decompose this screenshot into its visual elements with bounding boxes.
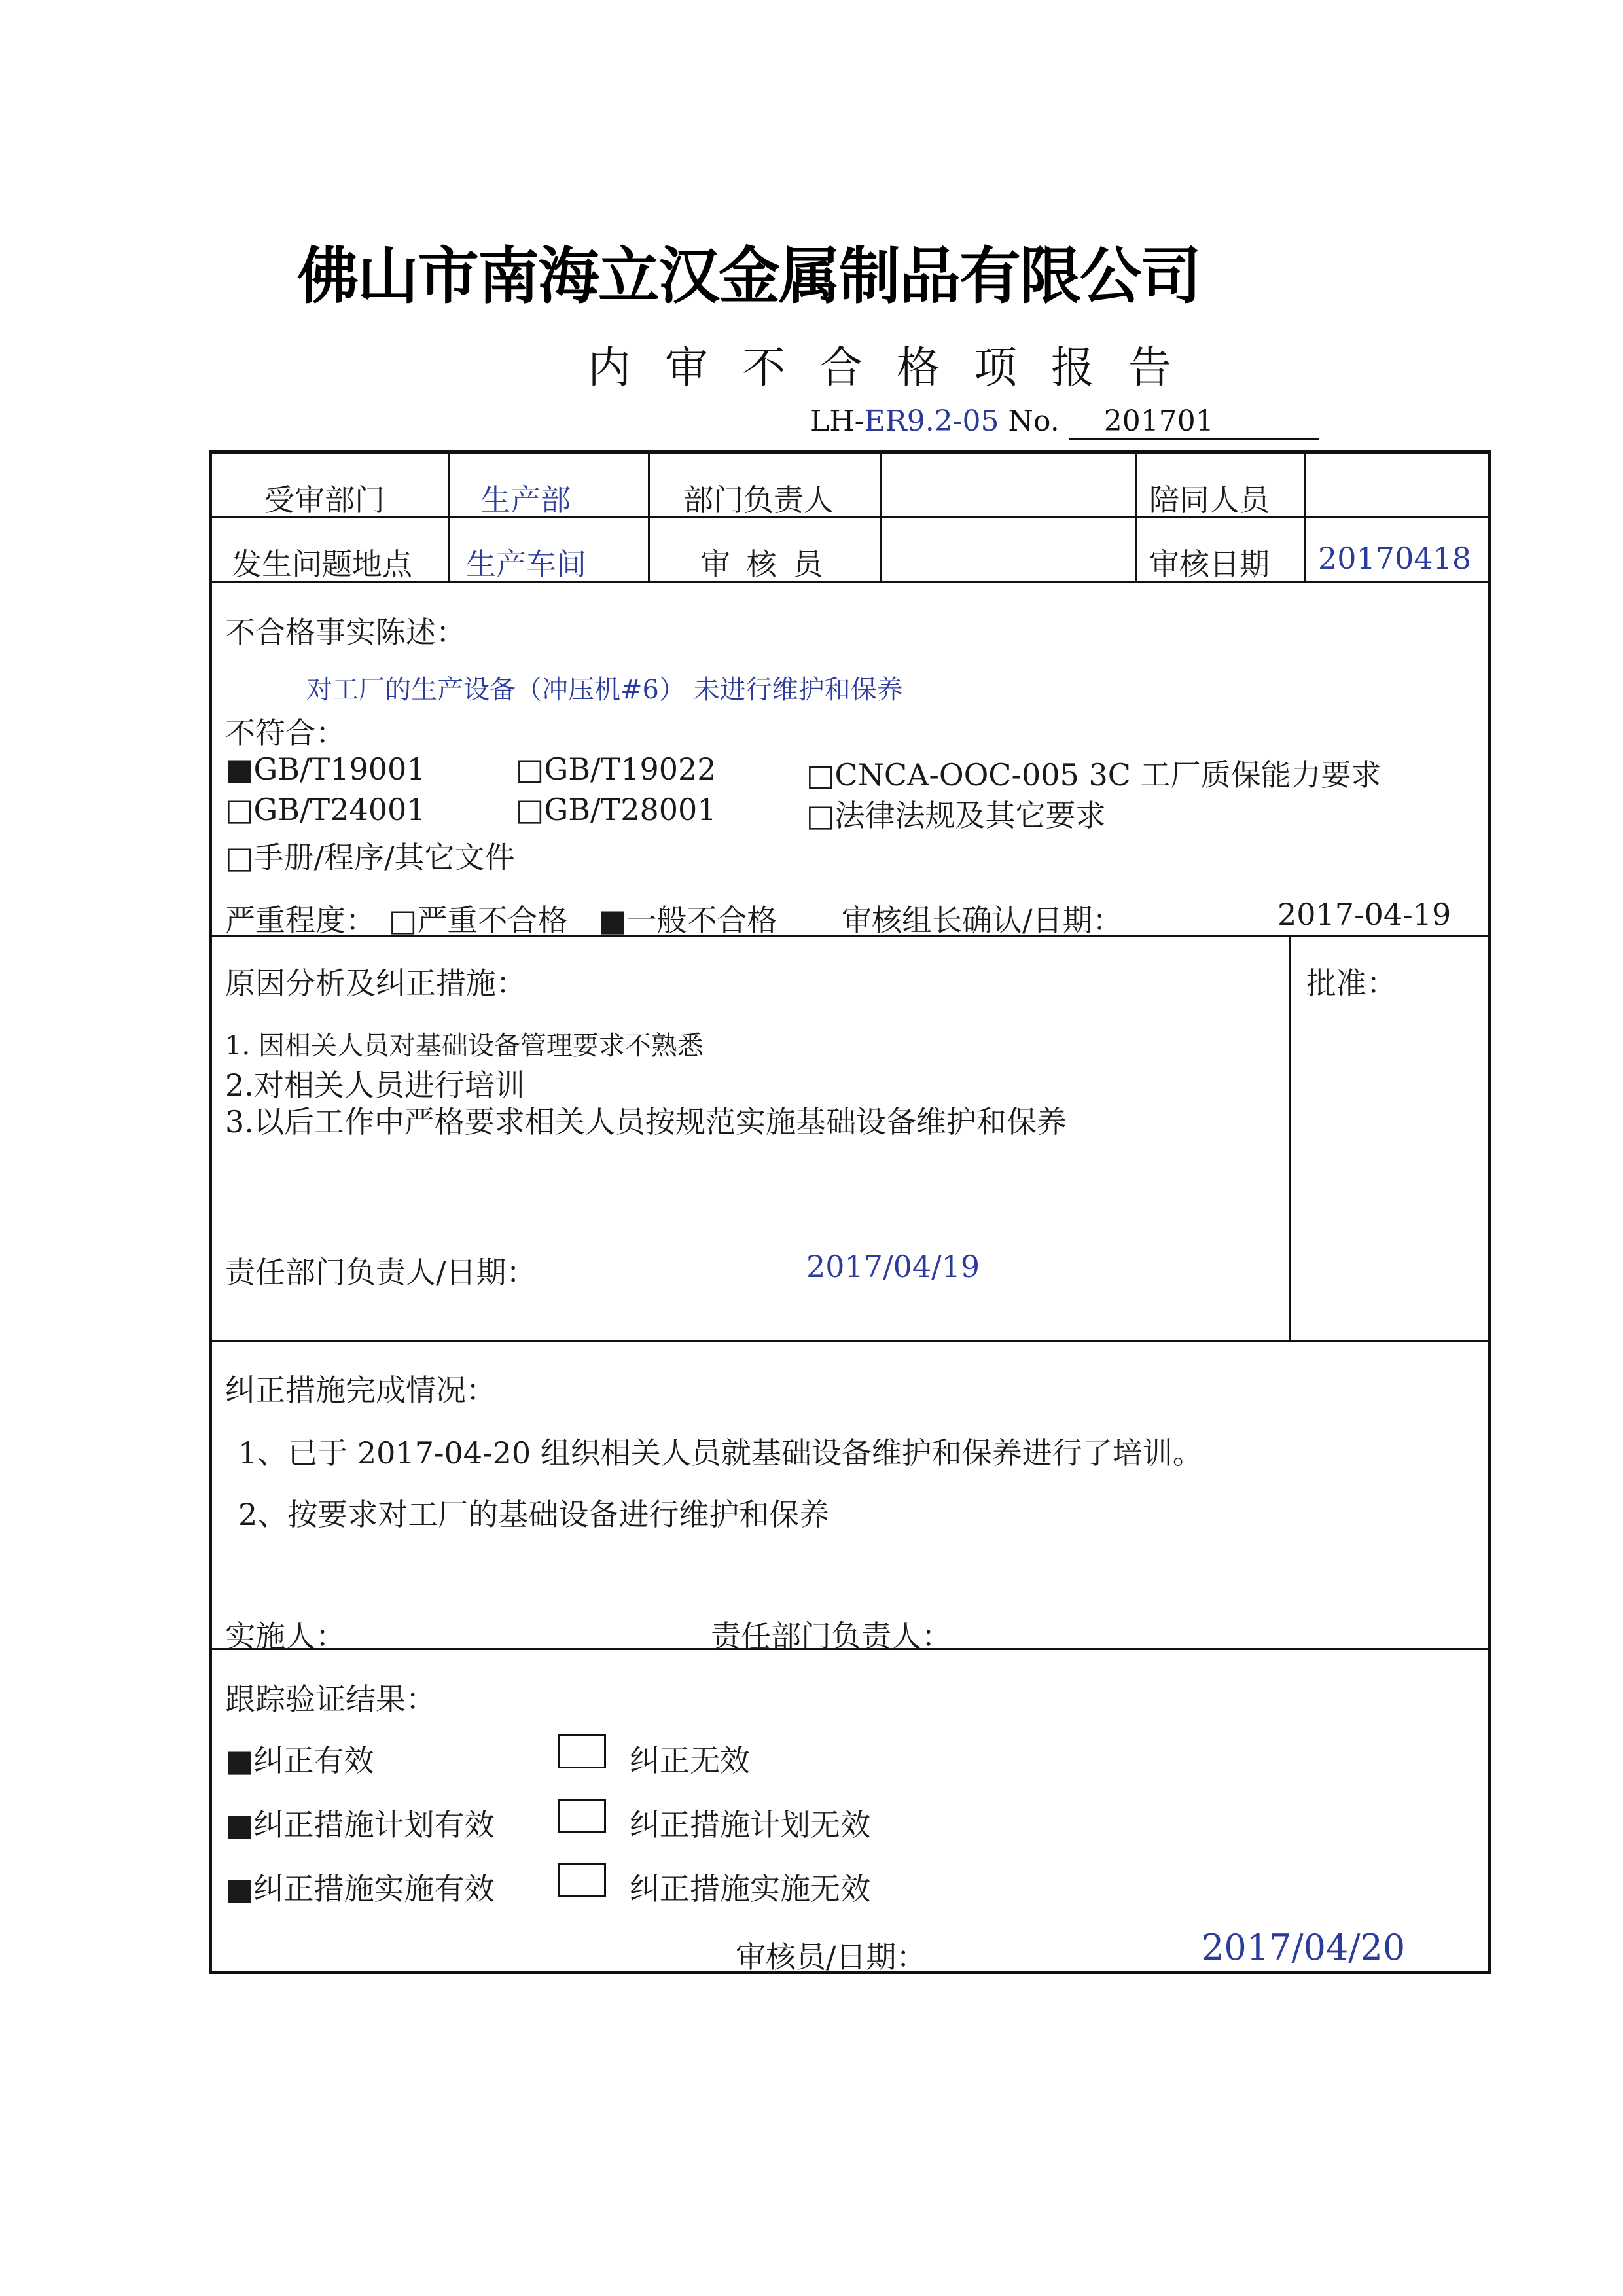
approval-divider [1289,935,1291,1340]
cause-item: 3.以后工作中严格要求相关人员按规范实施基础设备维护和保养 [225,1104,1067,1139]
completion-resp-label: 责任部门负责人： [711,1619,952,1654]
cause-item: 2.对相关人员进行培训 [225,1067,525,1103]
row-divider [209,1340,1491,1342]
nonconformity-label: 不合格事实陈述： [225,615,466,650]
dept-label: 受审部门 [264,482,385,518]
col-divider [880,450,882,581]
cause-label: 原因分析及纠正措施： [225,965,526,1001]
plan-effective: ■纠正措施计划有效 [225,1807,495,1842]
severity-general: ■一般不合格 [598,903,777,938]
accompany-label: 陪同人员 [1149,482,1270,518]
audit-date-value: 20170418 [1318,541,1472,576]
no-value: 201701 [1103,404,1214,438]
completion-item: 2、按要求对工厂的基础设备进行维护和保养 [238,1497,830,1532]
checkbox-plan-ineffective[interactable] [558,1799,606,1833]
standard-gbt19001: ■GB/T19001 [225,751,426,787]
company-name: 佛山市南海立汉金属制品有限公司 [297,241,1201,312]
correction-effective: ■纠正有效 [225,1743,374,1778]
tracking-label: 跟踪验证结果： [225,1681,436,1717]
severity-serious: □严重不合格 [389,903,568,938]
standard-manual: □手册/程序/其它文件 [225,840,515,875]
standard-gbt19022: □GB/T19022 [516,751,717,787]
implementer-label: 实施人： [225,1619,346,1654]
location-value: 生产车间 [466,547,586,582]
col-divider [1304,450,1306,581]
standard-cnca: □CNCA-OOC-005 3C 工厂质保能力要求 [806,757,1382,793]
completion-label: 纠正措施完成情况： [225,1372,496,1408]
correction-ineffective: 纠正无效 [630,1743,750,1778]
leader-confirm-date: 2017-04-19 [1277,897,1452,932]
audit-date-label: 审核日期 [1149,547,1270,582]
col-divider [648,450,650,581]
resp-dept-date: 2017/04/19 [806,1249,980,1284]
location-label: 发生问题地点 [232,547,412,582]
no-label: No. [1008,404,1060,438]
row-divider [209,516,1491,518]
implementation-effective: ■纠正措施实施有效 [225,1871,495,1907]
resp-dept-label: 责任部门负责人/日期： [225,1255,537,1290]
plan-ineffective: 纠正措施计划无效 [630,1807,870,1842]
not-conform-label: 不符合： [225,715,346,751]
document-number [810,404,1319,440]
dept-head-label: 部门负责人 [683,482,834,518]
standard-gbt24001: □GB/T24001 [225,792,426,827]
auditor-date-label: 审核员/日期： [736,1939,927,1975]
dept-value: 生产部 [480,482,571,518]
col-divider [1135,450,1137,581]
auditor-label: 审 核 员 [700,547,823,582]
leader-confirm-label: 审核组长确认/日期： [842,903,1123,938]
standard-gbt28001: □GB/T28001 [516,792,717,827]
completion-item: 1、已于 2017-04-20 组织相关人员就基础设备维护和保养进行了培训。 [238,1435,1203,1471]
checkbox-correction-ineffective[interactable] [558,1734,606,1768]
doc-code-prefix: LH- [810,404,865,438]
severity-label: 严重程度： [225,903,376,938]
doc-code: ER9.2-05 [864,404,999,438]
standard-laws: □法律法规及其它要求 [806,798,1106,833]
nonconformity-statement: 对工厂的生产设备（冲压机#6） 未进行维护和保养 [306,675,903,705]
approve-label: 批准： [1306,965,1397,1001]
implementation-ineffective: 纠正措施实施无效 [630,1871,870,1907]
report-title: 内审不合格项报告 [588,342,1205,393]
auditor-date: 2017/04/20 [1202,1927,1406,1968]
cause-item: 1. 因相关人员对基础设备管理要求不熟悉 [225,1031,704,1061]
checkbox-implementation-ineffective[interactable] [558,1863,606,1897]
col-divider [448,450,450,581]
